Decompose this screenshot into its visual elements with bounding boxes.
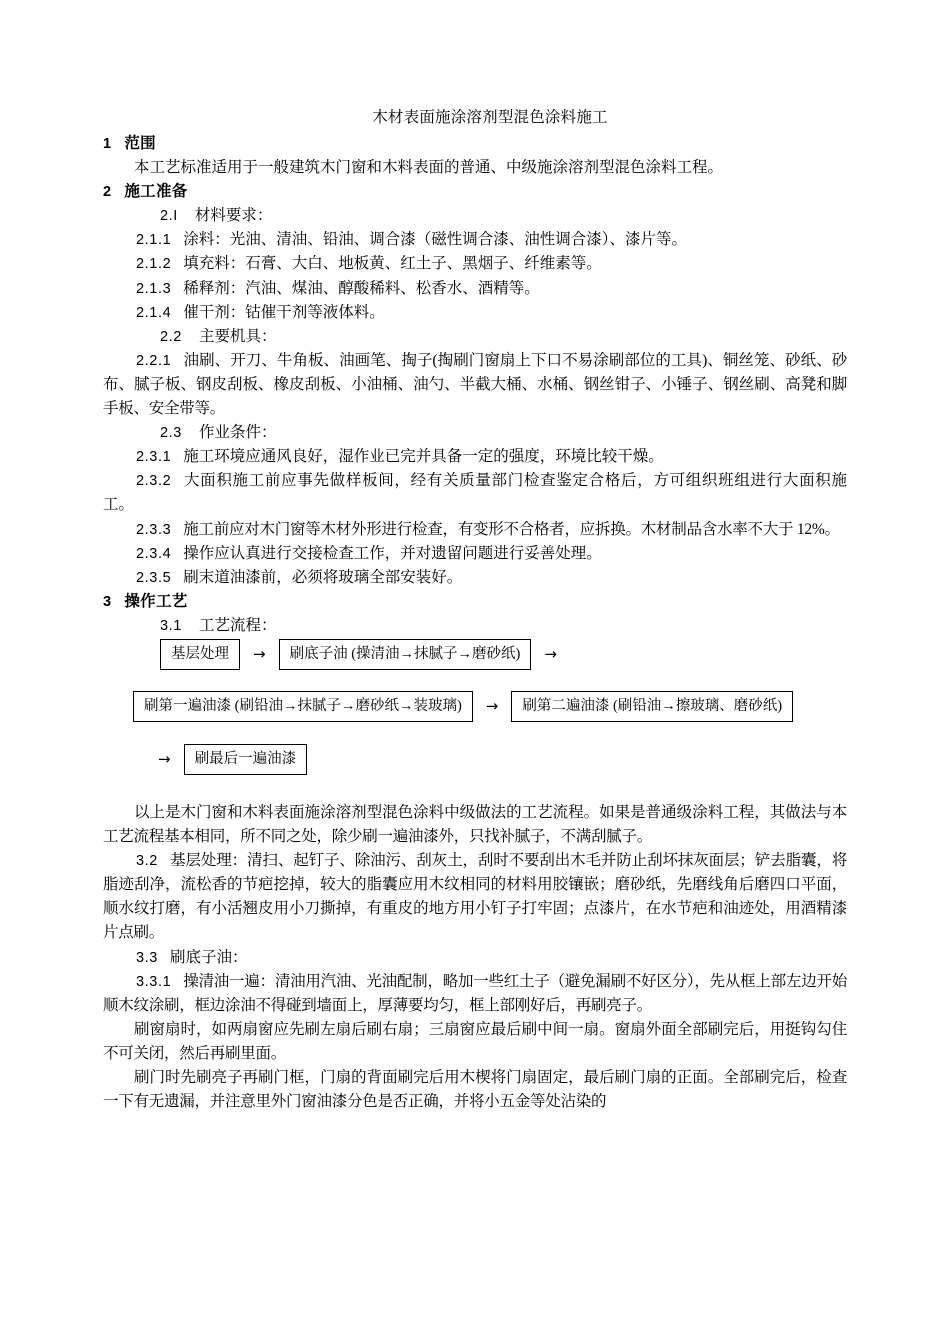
flowchart-row-1 bbox=[103, 639, 847, 670]
clause-number: 2.2.1 bbox=[136, 352, 172, 369]
document-content bbox=[103, 106, 847, 1114]
clause-text: 工艺流程： bbox=[198, 616, 277, 634]
clause-text: 主要机具： bbox=[198, 327, 277, 345]
clause-text: 催干剂：钴催干剂等液体料。 bbox=[183, 303, 385, 321]
clause-number: 2.3.1 bbox=[136, 449, 172, 466]
clause-3-1 bbox=[103, 614, 847, 638]
clause-text: 油刷、开刀、牛角板、油画笔、掏子(掏刷门窗扇上下口不易涂刷部位的工具)、铜丝笼、砂纸、砂布、腻子板、钢皮刮板、橡皮刮板、小油桶、油勺、半截大桶、水桶、钢丝钳子、小锤子、钢丝刷、高凳和脚手板、安全带等。 bbox=[103, 351, 847, 418]
clause-number: 2.2 bbox=[160, 328, 182, 345]
flow-box-final-coat: 刷最后一遍油漆 bbox=[184, 744, 308, 775]
arrow-right-icon: → bbox=[485, 696, 499, 715]
clause-text: 填充料：石膏、大白、地板黄、红土子、黑烟子、纤维素等。 bbox=[183, 255, 602, 273]
flowchart-row-3 bbox=[103, 744, 847, 775]
clause-text: 材料要求： bbox=[194, 207, 273, 225]
clause-text: 刷底子油： bbox=[169, 948, 248, 966]
process-flowchart bbox=[103, 639, 847, 775]
clause-text: 操作应认真进行交接检查工作，并对遗留问题进行妥善处理。 bbox=[183, 544, 602, 562]
heading-2-preparation bbox=[103, 180, 847, 204]
clause-2-2-1 bbox=[103, 349, 847, 421]
clause-2-1 bbox=[103, 204, 847, 228]
heading-number: 1 bbox=[103, 136, 112, 152]
clause-2-1-1 bbox=[103, 228, 847, 252]
clause-3-3-1 bbox=[103, 970, 847, 1018]
clause-text: 作业条件： bbox=[198, 424, 277, 442]
clause-text: 施工前应对木门窗等木材外形进行检查，有变形不合格者，应拆换。木材制品含水率不大于 12%。 bbox=[183, 520, 840, 538]
clause-number: 2.3 bbox=[160, 425, 182, 442]
clause-2-2 bbox=[103, 325, 847, 349]
flow-box-first-coat: 刷第一遍油漆 (刷铅油→抹腻子→磨砂纸→装玻璃) bbox=[133, 691, 473, 722]
clause-text: 稀释剂：汽油、煤油、醇酸稀料、松香水、酒精等。 bbox=[183, 279, 540, 297]
clause-2-3-1 bbox=[103, 445, 847, 469]
clause-number: 3.1 bbox=[160, 617, 182, 634]
clause-number: 2.I bbox=[160, 208, 178, 225]
clause-text: 大面积施工前应事先做样板间，经有关质量部门检查鉴定合格后，方可组织班组进行大面积施工。 bbox=[103, 472, 847, 514]
heading-1-scope bbox=[103, 132, 847, 156]
clause-2-3 bbox=[103, 421, 847, 445]
clause-2-1-4 bbox=[103, 301, 847, 325]
arrow-right-icon: → bbox=[158, 749, 171, 768]
clause-2-3-2 bbox=[103, 469, 847, 517]
clause-2-3-3 bbox=[103, 518, 847, 542]
clause-number: 2.3.5 bbox=[136, 569, 172, 586]
clause-text: 涂料：光油、清油、铅油、调合漆（磁性调合漆、油性调合漆）、漆片等。 bbox=[183, 231, 688, 249]
clause-number: 2.3.2 bbox=[136, 473, 172, 490]
clause-3-3 bbox=[103, 946, 847, 970]
heading-number: 2 bbox=[103, 184, 112, 201]
clause-number: 3.3.1 bbox=[136, 973, 172, 990]
heading-text: 范围 bbox=[124, 135, 156, 152]
clause-number: 3.2 bbox=[136, 853, 158, 870]
paragraph-door-leaf: 刷门时先刷亮子再刷门框，门扇的背面刷完后用木楔将门扇固定，最后刷门扇的正面。全部刷完后，检查一下有无遗漏，并注意里外门窗油漆分色是否正确，并将小五金等处沾染的 bbox=[103, 1069, 847, 1111]
clause-2-1-3 bbox=[103, 277, 847, 301]
clause-number: 2.1.2 bbox=[136, 256, 172, 273]
paragraph-scope-body: 本工艺标准适用于一般建筑木门窗和木料表面的普通、中级施涂溶剂型混色涂料工程。 bbox=[134, 159, 724, 177]
clause-2-1-2 bbox=[103, 252, 847, 276]
flow-box-primer-oil: 刷底子油 (操清油→抹腻子→磨砂纸) bbox=[279, 639, 532, 670]
clause-number: 2.1.1 bbox=[136, 232, 172, 249]
heading-text: 施工准备 bbox=[124, 183, 188, 201]
clause-number: 2.1.3 bbox=[136, 280, 172, 297]
clause-2-3-5 bbox=[103, 566, 847, 590]
flow-box-base-treatment: 基层处理 bbox=[160, 639, 240, 670]
paragraph-window-sash: 刷窗扇时，如两扇窗应先刷左扇后刷右扇；三扇窗应最后刷中间一扇。窗扇外面全部刷完后，用挺钩勾住不可关闭，然后再刷里面。 bbox=[103, 1020, 847, 1062]
clause-number: 2.1.4 bbox=[136, 304, 172, 321]
heading-number: 3 bbox=[103, 593, 112, 610]
flowchart-row-2 bbox=[103, 691, 847, 722]
arrow-right-icon: → bbox=[253, 644, 266, 663]
clause-text: 刷末道油漆前，必须将玻璃全部安装好。 bbox=[183, 568, 463, 586]
clause-number: 2.3.4 bbox=[136, 545, 172, 562]
clause-3-2 bbox=[103, 849, 847, 945]
clause-text: 基层处理：清扫、起钉子、除油污、刮灰土，刮时不要刮出木毛并防止刮坏抹灰面层；铲去脂囊，将脂迹刮净，流松香的节疤挖掉，较大的脂囊应用木纹相同的材料用胶镶嵌；磨砂纸，先磨线角后磨四口平面，顺水纹打磨，有小活翘皮用小刀撕掉，有重皮的地方用小钉子打牢固；点漆片，在水节疤和油迹处，用酒精漆片点刷。 bbox=[103, 852, 847, 942]
arrow-right-icon: → bbox=[544, 644, 557, 663]
clause-text: 施工环境应通风良好，湿作业已完并具备一定的强度，环境比较干燥。 bbox=[183, 448, 664, 466]
clause-number: 2.3.3 bbox=[136, 521, 172, 538]
heading-3-process bbox=[103, 590, 847, 614]
flow-box-second-coat: 刷第二遍油漆 (刷铅油→擦玻璃、磨砂纸) bbox=[511, 691, 793, 722]
paragraph-flow-explanation: 以上是木门窗和木料表面施涂溶剂型混色涂料中级做法的工艺流程。如果是普通级涂料工程，其做法与本工艺流程基本相同，所不同之处，除少刷一遍油漆外，只找补腻子，不满刮腻子。 bbox=[103, 803, 847, 846]
page-title: 木材表面施涂溶剂型混色涂料施工 bbox=[372, 109, 608, 126]
heading-text: 操作工艺 bbox=[124, 592, 188, 610]
clause-2-3-4 bbox=[103, 542, 847, 566]
clause-text: 操清油一遍：清油用汽油、光油配制，略加一些红土子（避免漏刷不好区分），先从框上部左边开始顺木纹涂刷，框边涂油不得碰到墙面上，厚薄要均匀，框上部刚好后，再刷亮子。 bbox=[103, 972, 847, 1014]
clause-number: 3.3 bbox=[136, 949, 158, 966]
